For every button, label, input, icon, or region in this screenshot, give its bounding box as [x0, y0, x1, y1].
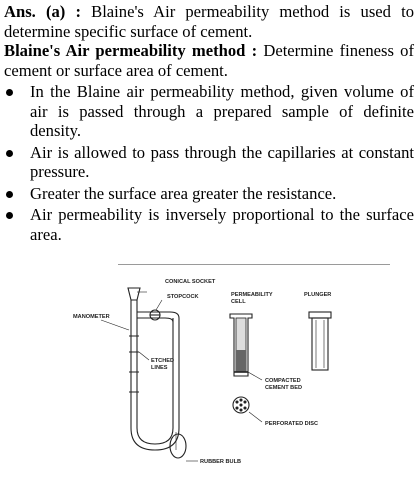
answer-prefix: Ans. (a) : — [4, 2, 81, 21]
label-conical-socket: CONICAL SOCKET — [165, 279, 216, 285]
definition-text: Determine fineness of cement or surface area of cement. — [4, 41, 414, 80]
answer-text: Blaine's Air permeability method is used to determine specific surface of cement. — [4, 2, 414, 41]
manometer-left-tube — [131, 300, 137, 428]
bullet-text: Air is allowed to pass through the capillaries at constant pressure. — [30, 142, 414, 181]
label-perforated-disc: PERFORATED DISC — [265, 421, 319, 427]
bullet-text: Greater the surface area greater the resistance. — [30, 183, 337, 203]
permeability-cell — [230, 314, 252, 376]
conical-socket — [128, 288, 140, 300]
label-stopcock: STOPCOCK — [167, 294, 199, 300]
label-permeability: PERMEABILITY — [231, 292, 273, 298]
label-plunger: PLUNGER — [304, 292, 332, 298]
top-connector — [137, 312, 179, 322]
label-etched: ETCHED — [151, 358, 174, 364]
definition-term: Blaine's Air permeability method : — [4, 41, 258, 60]
manometer-right-tube — [173, 318, 179, 428]
label-cell: CELL — [231, 299, 246, 305]
perforated-disc — [233, 397, 249, 413]
label-cement-bed: CEMENT BED — [265, 385, 302, 391]
label-compacted: COMPACTED — [265, 378, 301, 384]
label-lines: LINES — [151, 365, 168, 371]
bullet-text: In the Blaine air permeability method, given volume of air is passed through a prepared sample of definite density. — [30, 82, 414, 140]
bullet-text: Air permeability is inversely proportional to the surface area. — [30, 205, 414, 244]
label-manometer: MANOMETER — [73, 314, 110, 320]
label-rubber-bulb: RUBBER BULB — [200, 459, 242, 465]
plunger — [309, 312, 331, 370]
